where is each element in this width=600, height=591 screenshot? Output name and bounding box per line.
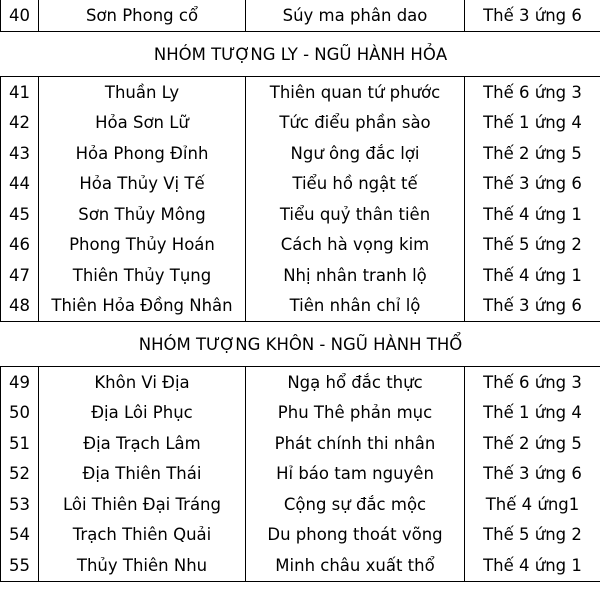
hexagram-meaning: Cộng sự đắc mộc: [246, 489, 465, 520]
the-ung-position: Thế 1 ứng 4: [465, 398, 600, 429]
hexagram-name: Sơn Phong cổ: [39, 0, 246, 32]
table-row: [1, 520, 600, 551]
hexagram-meaning: Tức điểu phần sào: [246, 108, 465, 139]
hexagram-meaning: Minh châu xuất thổ: [246, 550, 465, 581]
table-row: [1, 459, 600, 490]
the-ung-position: Thế 3 ứng 6: [465, 169, 600, 200]
the-ung-position: Thế 4 ứng 1: [465, 550, 600, 581]
table-row: [1, 77, 600, 108]
hexagram-meaning: Tiểu hồ ngật tế: [246, 169, 465, 200]
hexagram-name: Địa Trạch Lâm: [39, 428, 246, 459]
hexagram-meaning: Phát chính thi nhân: [246, 428, 465, 459]
hexagram-meaning: Ngạ hổ đắc thực: [246, 367, 465, 398]
row-number: 51: [1, 428, 39, 459]
hexagram-name: Khôn Vi Địa: [39, 367, 246, 398]
the-ung-position: Thế 4 ứng 1: [465, 260, 600, 291]
the-ung-position: Thế 6 ứng 3: [465, 367, 600, 398]
table-row: [1, 199, 600, 230]
group-title: NHÓM TƯỢNG LY - NGŨ HÀNH HỎA: [1, 32, 600, 77]
the-ung-position: Thế 3 ứng 6: [465, 0, 600, 32]
table-row: [1, 550, 600, 581]
hexagram-meaning: Ngư ông đắc lợi: [246, 138, 465, 169]
row-number: 52: [1, 459, 39, 490]
the-ung-position: Thế 4 ứng1: [465, 489, 600, 520]
hexagram-name: Hỏa Thủy Vị Tế: [39, 169, 246, 200]
the-ung-position: Thế 5 ứng 2: [465, 230, 600, 261]
hexagram-table-body: [1, 0, 600, 581]
hexagram-meaning: Du phong thoát võng: [246, 520, 465, 551]
row-number: 43: [1, 138, 39, 169]
hexagram-meaning: Phu Thê phản mục: [246, 398, 465, 429]
the-ung-position: Thế 3 ứng 6: [465, 291, 600, 322]
the-ung-position: Thế 4 ứng 1: [465, 199, 600, 230]
hexagram-meaning: Cách hà vọng kim: [246, 230, 465, 261]
row-number: 42: [1, 108, 39, 139]
hexagram-name: Địa Lôi Phục: [39, 398, 246, 429]
table-row: [1, 367, 600, 398]
group-header-row: [1, 322, 600, 367]
hexagram-name: Thủy Thiên Nhu: [39, 550, 246, 581]
the-ung-position: Thế 1 ứng 4: [465, 108, 600, 139]
the-ung-position: Thế 6 ứng 3: [465, 77, 600, 108]
table-row: [1, 138, 600, 169]
row-number: 49: [1, 367, 39, 398]
table-row: [1, 108, 600, 139]
the-ung-position: Thế 5 ứng 2: [465, 520, 600, 551]
hexagram-name: Lôi Thiên Đại Tráng: [39, 489, 246, 520]
hexagram-name: Thuần Ly: [39, 77, 246, 108]
hexagram-name: Sơn Thủy Mông: [39, 199, 246, 230]
table-row: [1, 230, 600, 261]
group-title: NHÓM TƯỢNG KHÔN - NGŨ HÀNH THỔ: [1, 322, 600, 367]
table-row: [1, 489, 600, 520]
row-number: 44: [1, 169, 39, 200]
the-ung-position: Thế 2 ứng 5: [465, 138, 600, 169]
hexagram-name: Trạch Thiên Quải: [39, 520, 246, 551]
row-number: 48: [1, 291, 39, 322]
hexagram-meaning: Nhị nhân tranh lộ: [246, 260, 465, 291]
hexagram-name: Thiên Thủy Tụng: [39, 260, 246, 291]
hexagram-name: Phong Thủy Hoán: [39, 230, 246, 261]
hexagram-name: Hỏa Phong Đỉnh: [39, 138, 246, 169]
table-row: [1, 398, 600, 429]
row-number: 47: [1, 260, 39, 291]
row-number: 50: [1, 398, 39, 429]
row-number: 55: [1, 550, 39, 581]
hexagram-name: Địa Thiên Thái: [39, 459, 246, 490]
hexagram-name: Hỏa Sơn Lữ: [39, 108, 246, 139]
row-number: 40: [1, 0, 39, 32]
hexagram-meaning: Thiên quan tứ phước: [246, 77, 465, 108]
row-number: 41: [1, 77, 39, 108]
group-header-row: [1, 32, 600, 77]
table-row: [1, 428, 600, 459]
table-row: [1, 260, 600, 291]
row-number: 45: [1, 199, 39, 230]
table-row: [1, 0, 600, 32]
row-number: 54: [1, 520, 39, 551]
hexagram-name: Thiên Hỏa Đồng Nhân: [39, 291, 246, 322]
row-number: 46: [1, 230, 39, 261]
the-ung-position: Thế 2 ứng 5: [465, 428, 600, 459]
hexagram-meaning: Hỉ báo tam nguyên: [246, 459, 465, 490]
hexagram-meaning: Tiểu quỷ thân tiên: [246, 199, 465, 230]
table-row: [1, 169, 600, 200]
hexagram-meaning: Tiên nhân chỉ lộ: [246, 291, 465, 322]
table-row: [1, 291, 600, 322]
the-ung-position: Thế 3 ứng 6: [465, 459, 600, 490]
row-number: 53: [1, 489, 39, 520]
hexagram-meaning: Súy ma phân dao: [246, 0, 465, 32]
